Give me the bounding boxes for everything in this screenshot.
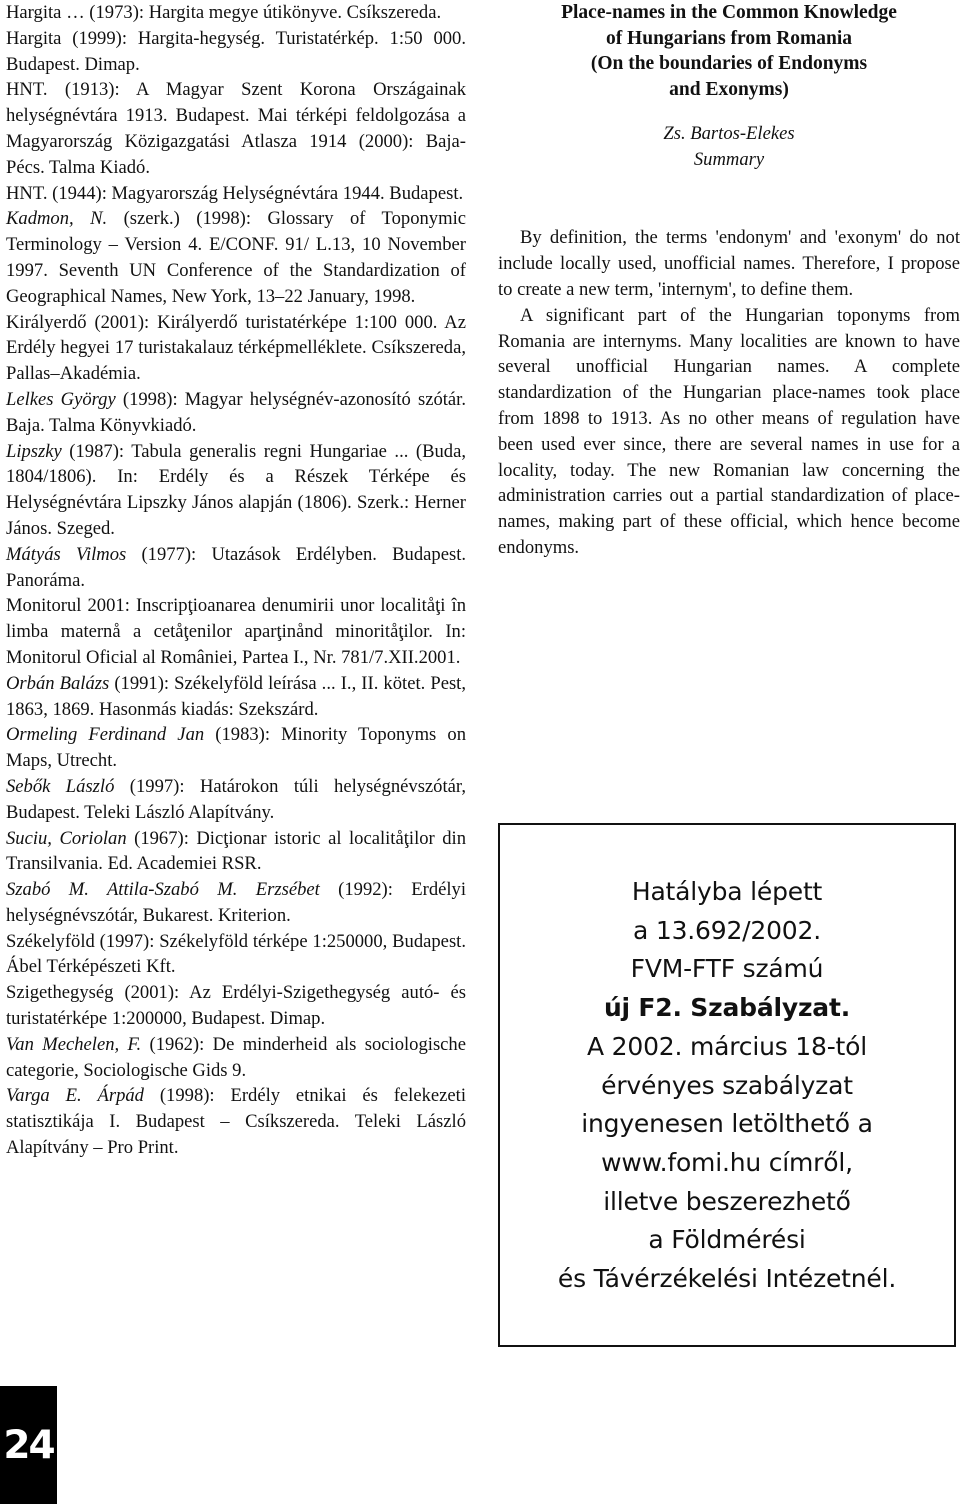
reference-author: Szabó M. Attila-Szabó M. Erzsébet [6, 879, 320, 901]
reference-text: HNT. (1944): Magyarország Helységnévtára 1944. Budapest. [6, 182, 464, 204]
reference-entry [6, 774, 466, 826]
reference-author: Varga E. Árpád [6, 1085, 144, 1107]
notice-line: www.fomi.hu címről, [601, 1147, 853, 1177]
reference-entry [6, 826, 466, 878]
reference-entry [6, 542, 466, 594]
reference-entry [6, 387, 466, 439]
summary-paragraph: A significant part of the Hungarian toponyms from Romania are internyms. Many localities are known to have several unofficial Hungarian names. A complete standardization of the Hungarian place-names took place from 1898 to 1913. As no other means of regulation have been used ever since, there are several names in use for a locality, today. The new Romanian law concerning the administration carries out a partial standardization of place-names, making part of these official, which hence become endonyms. [498, 304, 960, 558]
paper-title-line: and Exonyms) [669, 78, 789, 100]
reference-entry [6, 310, 466, 387]
summary-heading: Summary [693, 149, 765, 171]
reference-text: (1998): Magyar helységnév-azonosító szótár. Baja. Talma Könyvkiadó. [6, 388, 466, 436]
notice-box [498, 823, 956, 1347]
reference-text: (1983): Minority Toponyms on Maps, Utrecht. [6, 724, 466, 772]
reference-author: Orbán Balázs [6, 672, 110, 694]
reference-author: Mátyás Vilmos [6, 543, 127, 565]
notice-line: a 13.692/2002. [633, 915, 821, 945]
reference-text: (1991): Székelyföld leírása ... I., II. kötet. Pest, 1863, 1869. Hasonmás kiadás: Szekszárd. [6, 672, 466, 720]
reference-text: Királyerdő (2001): Királyerdő turistatérképe 1:100 000. Az Erdély hegyei 17 turistakalauz térképmelléklete. Csíkszereda, Pallas–Akadémia. [6, 311, 466, 385]
reference-text: (1977): Utazások Erdélyben. Budapest. Panoráma. [6, 543, 467, 591]
reference-author: Ormeling Ferdinand Jan [6, 724, 205, 746]
reference-text: (1992): Erdélyi helységnévszótár, Bukarest. Kriterion. [6, 879, 466, 926]
reference-text: HNT. (1913): A Magyar Szent Korona Országainak helységnévtára 1913. Budapest. Mai térképi feldolgozása a Magyarország Közigazgatási Atlasza 1914 (2000): Baja-Pécs. Talma Kiadó. [6, 79, 466, 178]
reference-entry [6, 26, 466, 78]
reference-entry [6, 181, 466, 207]
reference-entry [6, 439, 466, 542]
summary-paragraph: By definition, the terms 'endonym' and 'exonym' do not include locally used, unofficial names. Therefore, I propose to create a new term, 'internym', to define them. [498, 227, 960, 300]
paper-title-line: (On the boundaries of Endonyms [590, 53, 868, 75]
notice-line: a Földmérési [648, 1225, 806, 1255]
reference-text: Hargita … (1973): Hargita megye útikönyve. Csíkszereda. [6, 2, 442, 23]
reference-text: Monitorul 2001: Inscripţioanarea denumirii unor localitåţi în limba maternå a cetåţenilor aparţinånd minoritåţilor. In: Monitorul Oficial al României, Partea I., Nr. 781/7.XII.2001. [6, 595, 466, 668]
paper-author: Zs. Bartos-Elekes [663, 123, 795, 145]
notice-line: illetve beszerezhető [603, 1186, 851, 1216]
reference-entry [6, 77, 466, 180]
reference-text: (szerk.) (1998): Glossary of Toponymic Terminology – Version 4. E/CONF. 91/ L.13, 10 November 1997. Seventh UN Conference of the Standardization of Geographical Names, New York, 13–22 January, 1998. [6, 208, 466, 307]
notice-line: és Távérzékelési Intézetnél. [557, 1264, 897, 1294]
page-number: 24 [0, 1386, 57, 1504]
reference-entry [6, 671, 466, 723]
notice-line: FVM-FTF számú [630, 954, 824, 984]
reference-entry [6, 206, 466, 309]
paper-column [498, 0, 960, 561]
reference-text: (1998): Erdély etnikai és felekezeti statisztikája I. Budapest – Csíkszereda. Teleki László Alapítvány – Pro Print. [6, 1085, 466, 1159]
paper-title-line: Place-names in the Common Knowledge [561, 2, 897, 23]
references-column [6, 0, 466, 1161]
reference-text: (1962): De minderheid als sociologische categorie, Sociologische Gids 9. [6, 1033, 466, 1081]
reference-entry [6, 1083, 466, 1160]
reference-author: Lipszky [6, 440, 62, 462]
reference-entry [6, 593, 466, 670]
notice-line: érvényes szabályzat [601, 1070, 853, 1100]
notice-line: Hatályba lépett [631, 877, 823, 906]
reference-entry [6, 877, 466, 929]
notice-line: A 2002. március 18-tól [587, 1031, 867, 1061]
reference-text: Hargita (1999): Hargita-hegység. Turistatérkép. 1:50 000. Budapest. Dimap. [6, 27, 466, 75]
reference-author: Sebők László [6, 775, 115, 797]
reference-author: Suciu, Coriolan [6, 827, 127, 849]
paper-title-line: of Hungarians from Romania [605, 27, 853, 49]
reference-entry [6, 722, 466, 774]
notice-line: új F2. Szabályzat. [603, 993, 851, 1023]
reference-text: Székelyföld (1997): Székelyföld térképe 1:250000, Budapest. Ábel Térképészeti Kft. [6, 930, 466, 978]
reference-text: Szigethegység (2001): Az Erdélyi-Szigethegység autó- és turistatérképe 1:200000, Budapest. Dimap. [6, 982, 466, 1030]
reference-entry [6, 929, 466, 981]
notice-text [500, 873, 954, 1299]
summary-body [498, 225, 960, 560]
reference-entry [6, 1032, 466, 1084]
notice-line: ingyenesen letölthető a [581, 1109, 873, 1139]
paper-title [498, 0, 960, 102]
reference-entry [6, 0, 466, 26]
reference-author: Van Mechelen, F. [6, 1033, 142, 1055]
reference-text: (1987): Tabula generalis regni Hungariae ... (Buda, 1804/1806). In: Erdély és a Részek Térképe és Helységnévtára Lipszky János alapján (1806). Szerk.: Herner János. Szeged. [6, 440, 466, 539]
reference-author: Lelkes György [6, 388, 116, 410]
reference-author: Kadmon, N. [6, 208, 108, 230]
reference-entry [6, 980, 466, 1032]
reference-text: (1997): Határokon túli helységnévszótár, Budapest. Teleki László Alapítvány. [6, 775, 466, 823]
reference-text: (1967): Dicţionar istoric al localitåţilor din Transilvania. Ed. Academiei RSR. [6, 827, 466, 875]
